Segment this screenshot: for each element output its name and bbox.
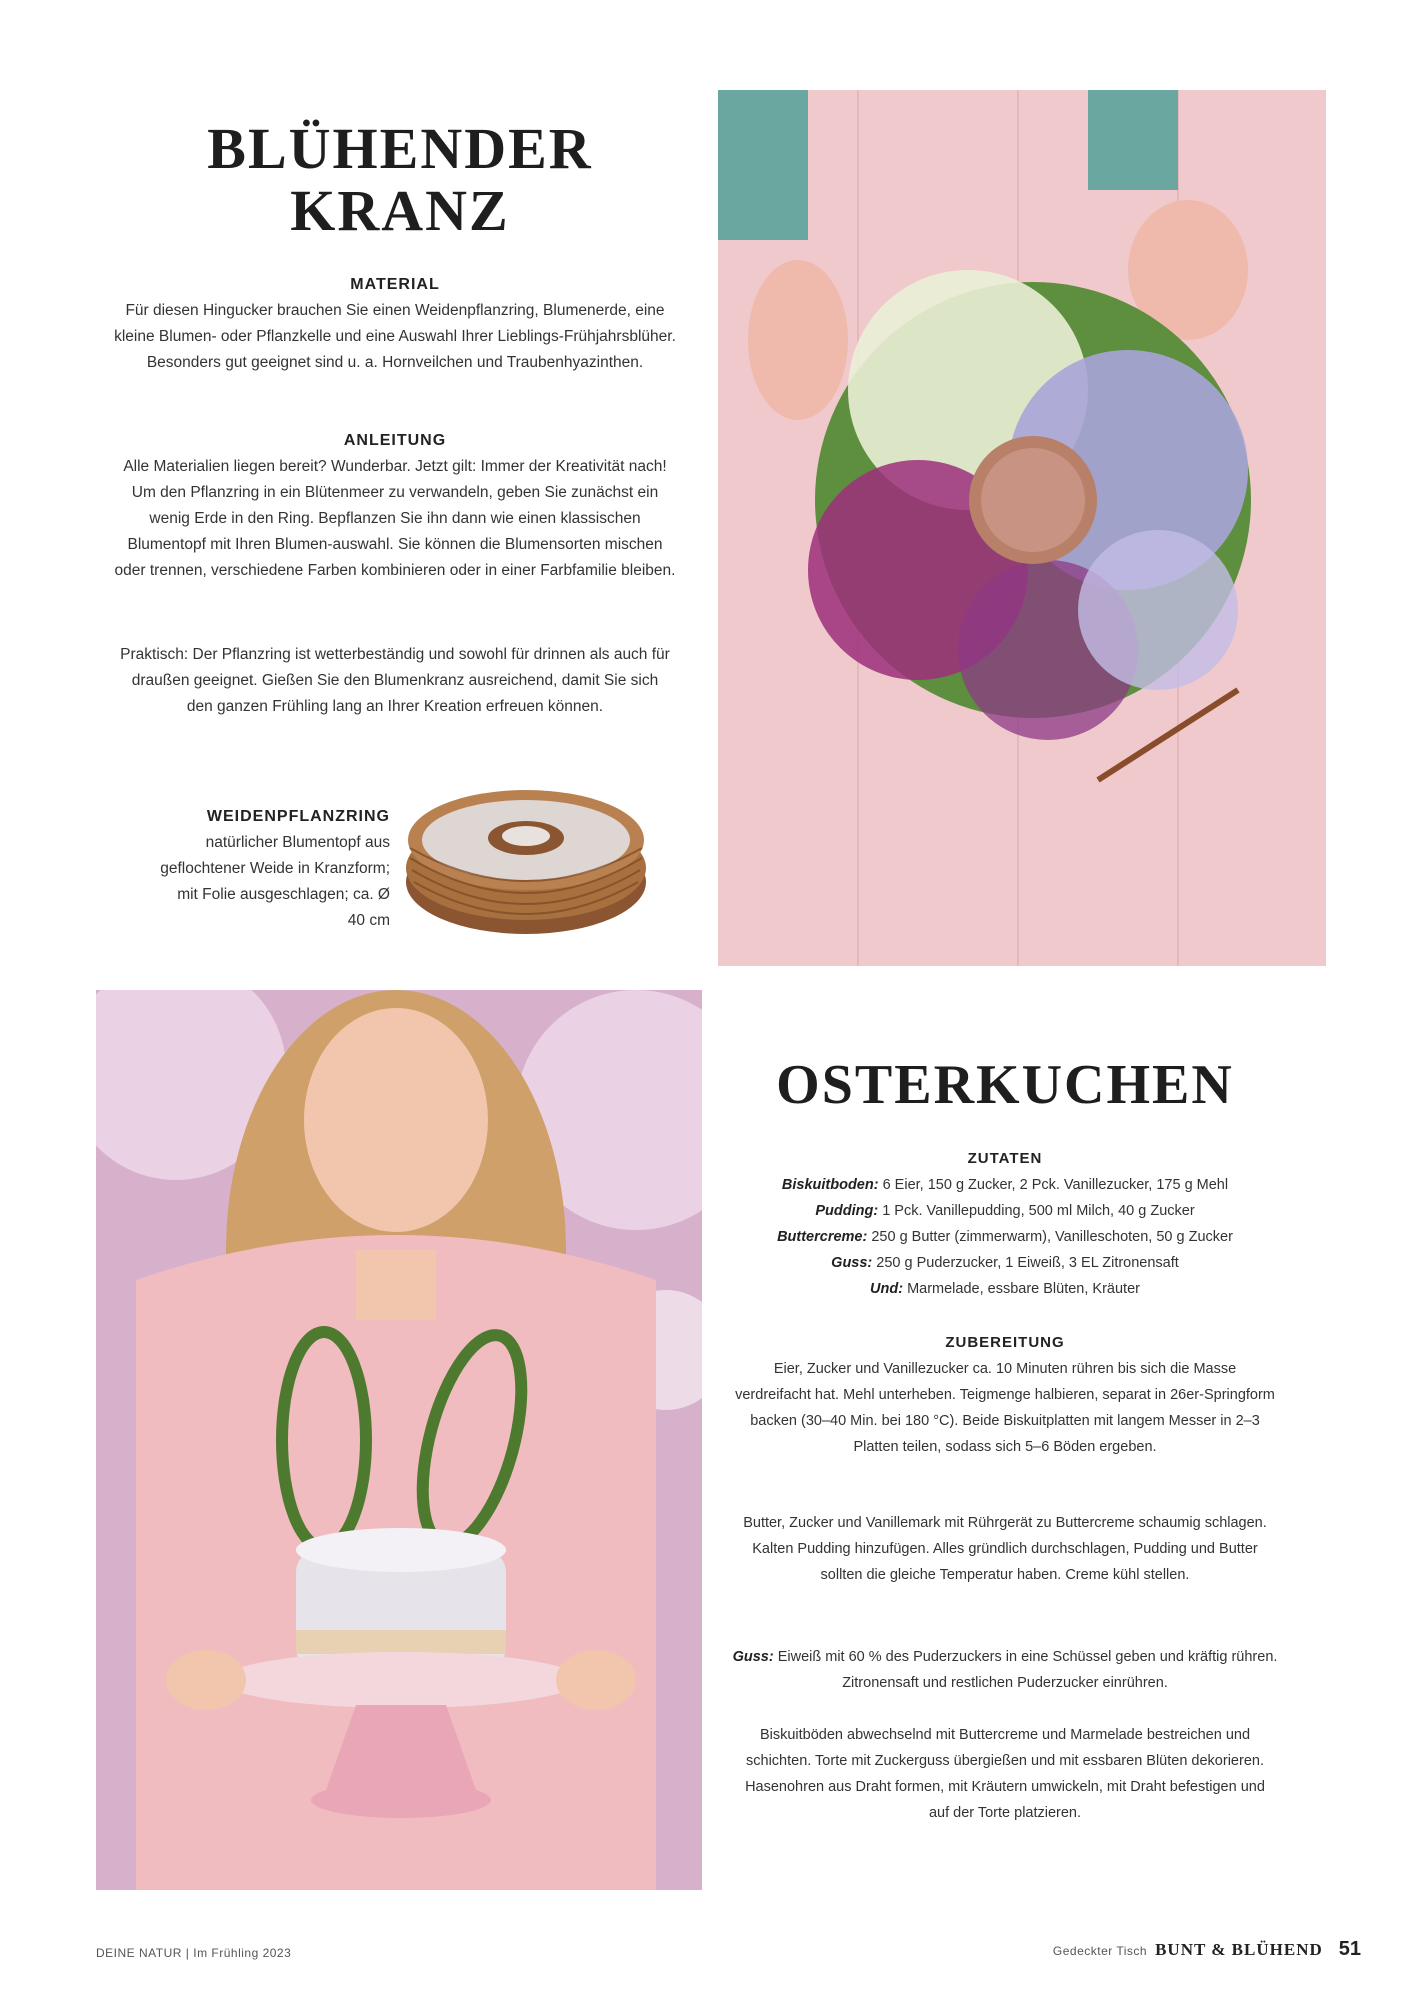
zutaten-list	[720, 1172, 1290, 1302]
cake-photo	[96, 990, 702, 1890]
zutat-line: Guss: 250 g Puderzucker, 1 Eiweiß, 3 EL Zitronensaft	[831, 1255, 1179, 1271]
footer-right	[1053, 1938, 1361, 1961]
zutaten-heading: ZUTATEN	[967, 1150, 1043, 1167]
material-heading: MATERIAL	[350, 276, 440, 293]
anleitung-heading: ANLEITUNG	[343, 432, 447, 449]
footer-section: Gedeckter Tisch	[1052, 1944, 1148, 1958]
footer-title: BUNT & BLÜHEND	[1155, 1940, 1323, 1959]
zutat-line: Und: Marmelade, essbare Blüten, Kräuter	[870, 1281, 1140, 1297]
product-heading: WEIDENPFLANZRING	[206, 808, 390, 825]
zubereitung-text-3: Guss: Eiweiß mit 60 % des Puderzuckers in eine Schüssel geben und kräftig rühren. Zitronensaft und restlichen Puderzucker einrühren.	[732, 1649, 1278, 1691]
anleitung-text-1: Alle Materialien liegen bereit? Wunderbar. Jetzt gilt: Immer der Kreativität nach! Um den Pflanzring in ein Blütenmeer zu verwandeln, geben Sie zunächst ein wenig Erde in den Ring. Bepflanzen Sie ihn dann wie einen klassischen Blumentopf mit Ihren Blumen-auswahl. Sie können die Blumensorten mischen oder trennen, verschiedene Farben kombinieren oder in einer Farbfamilie bleiben.	[114, 458, 676, 579]
zubereitung-heading: ZUBEREITUNG	[945, 1334, 1065, 1351]
zubereitung-text-1: Eier, Zucker und Vanillezucker ca. 10 Minuten rühren bis sich die Masse verdreifacht hat. Mehl unterheben. Teigmenge halbieren, separat in 26er-Springform backen (30–40 Min. bei 180 °C). Beide Biskuitplatten mit langem Messer in 2–3 Platten teilen, sodass sich 5–6 Böden ergeben.	[735, 1361, 1275, 1455]
zubereitung-text-2: Butter, Zucker und Vanillemark mit Rührgerät zu Buttercreme schaumig schlagen. Kalten Pudding hinzufügen. Alles gründlich durchschlagen, Pudding und Butter sollten die gleiche Temperatur haben. Creme kühl stellen.	[743, 1515, 1267, 1583]
zutat-line: Biskuitboden: 6 Eier, 150 g Zucker, 2 Pck. Vanillezucker, 175 g Mehl	[781, 1177, 1229, 1193]
product-text: natürlicher Blumentopf aus geflochtener Weide in Kranzform; mit Folie ausgeschlagen; ca. Ø 40 cm	[160, 834, 390, 929]
wreath-photo	[718, 90, 1326, 966]
footer-left: DEINE NATUR | Im Frühling 2023	[96, 1946, 292, 1960]
wreath-title: BLÜHENDER KRANZ	[207, 116, 593, 243]
zutat-line: Pudding: 1 Pck. Vanillepudding, 500 ml Milch, 40 g Zucker	[815, 1203, 1195, 1219]
wicker-ring-image	[402, 778, 650, 936]
material-text: Für diesen Hingucker brauchen Sie einen Weidenpflanzring, Blumenerde, eine kleine Blumen- oder Pflanzkelle und eine Auswahl Ihrer Lieblings-Frühjahrsblüher. Besonders gut geeignet sind u. a. Hornveilchen und Traubenhyazinthen.	[114, 302, 676, 371]
zubereitung-text-4: Biskuitböden abwechselnd mit Buttercreme und Marmelade bestreichen und schichten. Torte mit Zuckerguss übergießen und mit essbaren Blüten dekorieren. Hasenohren aus Draht formen, mit Kräutern umwickeln, mit Draht befestigen und auf der Torte platzieren.	[745, 1727, 1265, 1821]
zutat-line: Buttercreme: 250 g Butter (zimmerwarm), Vanilleschoten, 50 g Zucker	[777, 1229, 1233, 1245]
cake-title: OSTERKUCHEN	[776, 1054, 1234, 1116]
anleitung-text-2: Praktisch: Der Pflanzring ist wetterbeständig und sowohl für drinnen als auch für draußen geeignet. Gießen Sie den Blumenkranz ausreichend, damit Sie sich den ganzen Frühling lang an Ihrer Kreation erfreuen können.	[120, 646, 670, 715]
page-number: 51	[1338, 1938, 1361, 1960]
